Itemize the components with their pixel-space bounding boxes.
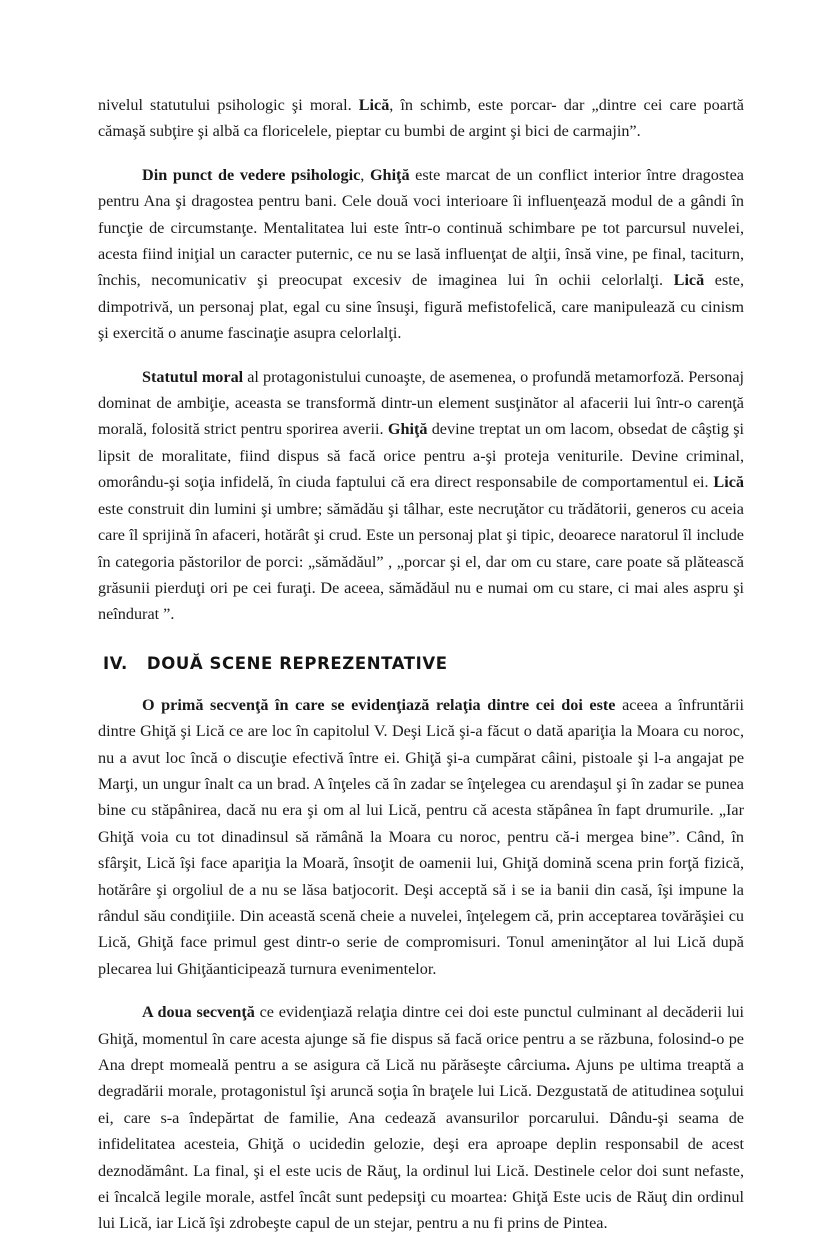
emphasis-text: Lică (358, 96, 390, 114)
emphasis-text: Ghiţă (387, 420, 428, 439)
emphasis-text: Ghiţă (369, 165, 410, 184)
paragraph-statutul-moral: Statutul moral al protagonistului cunoaşte, de asemenea, o profundă metamorfoză. Personaj dominat de ambiţie, aceasta se transformă dintr-un element susţinător al afacerii lui într-o carenţă morală, folosită strict pentru sporirea averii. Ghiţă devine treptat un om lacom, obsedat de câştig şi lipsit de moralitate, fiind dispus să facă orice pentru a-şi proteja veniturile. Devine criminal, omorându-şi soţia infidelă, în ciuda faptului că era direct responsabile de comportamentul ei. Lică este construit din lumini şi umbre; sămădău şi tâlhar, este necruţător cu trădătorii, generos cu aceia care îl sprijină în afaceri, hotărât şi crud. Este un personaj plat şi tipic, deoarece naratorul îl include în categoria păstorilor de porci: „sămădăul” , „porcar şi el, dar om cu stare, care poate să plătească grăsunii pierduţi ori pe cei furaţi. De aceea, sămădăul nu e numai om cu stare, ci mai ales aspru şi neîndurat ”. (98, 367, 745, 624)
section-heading-title: DOUĂ SCENE REPREZENTATIVE (146, 653, 448, 673)
emphasis-text: Lică (713, 473, 744, 492)
emphasis-text: Din punct de vedere psihologic (142, 165, 361, 184)
paragraph-psihologic: Din punct de vedere psihologic, Ghiţă este marcat de un conflict interior între dragostea pentru Ana şi dragostea pentru bani. Cele două voci interioare îi influenţează modul de a gândi în funcţie de circumstanţe. Mentalitatea lui este într-o continuă schimbare pe tot parcursul nuvelei, acesta fiind iniţial un caracter puternic, ce nu se lasă influenţat de alţii, însă vine, pe final, taciturn, închis, necomunicativ şi preocupat excesiv de imaginea lui în ochii celorlalţi. Lică este, dimpotrivă, un personaj plat, egal cu sine însuşi, figură mefistofelică, care manipulează cu cinism şi exercită o anume fascinaţie asupra celorlalţi. (98, 165, 744, 343)
paragraph-a-doua-secventa: A doua secvenţă ce evidenţiază relaţia dintre cei doi este punctul culminant al decăderii lui Ghiţă, momentul în care acesta ajunge să fie dispus să facă orice pentru a se răzbuna, folosind-o pe Ana drept momeală pentru a se asigura că Lică nu părăseşte cârciuma. Ajuns pe ultima treaptă a degradării morale, protagonistul îşi aruncă soţia în braţele lui Lică. Dezgustată de atitudinea soţului ei, care s-a îndepărtat de familie, Ana cedează avansurilor porcarului. Dându-şi seama de infidelitatea acesteia, Ghiţă o ucidedin gelozie, deşi era aproape deplin responsabil de acest deznodământ. La final, şi el este ucis de Răuţ, la ordinul lui Lică. Destinele celor doi sunt nefaste, ei încalcă legile morale, astfel încât sunt pedepsiţi cu moartea: Ghiţă Este ucis de Răuţ din ordinul lui Lică, iar Lică îşi zdrobeşte capul de un stejar, pentru a nu fi prins de Pintea. (98, 1003, 744, 1233)
emphasis-text: Statutul moral (142, 367, 244, 386)
emphasis-text: Lică (673, 271, 705, 290)
emphasis-text: A doua secvenţă (142, 1003, 255, 1022)
emphasis-text: O primă secvenţă în care se evidenţiază relaţia dintre cei doi este (142, 695, 616, 714)
document-text-body (98, 92, 744, 1237)
emphasis-text: . (566, 1056, 571, 1074)
section-heading-number: IV. (103, 653, 128, 673)
paragraph-prima-secventa: O primă secvenţă în care se evidenţiază relaţia dintre cei doi este aceea a înfruntării dintre Ghiţă şi Lică ce are loc în capitolul V. Deşi Lică şi-a făcut o dată apariţia la Moara cu noroc, nu a avut loc încă o discuţie efectivă între ei. Ghiţă şi-a cumpărat câini, pistoale şi l-a angajat pe Marţi, un ungur înalt ca un brad. A înţeles că în zadar se înţelegea cu arendaşul şi în zadar se punea bine cu stăpânirea, dacă nu era şi om al lui Lică, pentru că acesta stăpânea în fapt drumurile. „Iar Ghiţă voia cu tot dinadinsul să rămână la Moara cu noroc, pentru că-i mergea bine”. Când, în sfârşit, Lică îşi face apariţia la Moară, însoţit de oamenii lui, Ghiţă domină scena prin forţă fizică, hotărâre şi orgoliul de a nu se lăsa batjocorit. Deşi acceptă să i se ia banii din casă, îşi impune la rândul său condiţiile. Din această scenă cheie a nuvelei, înţelegem că, prin acceptarea tovărăşiei cu Lică, Ghiţă face primul gest dintr-o serie de compromisuri. Tonul ameninţător al lui Lică după plecarea lui Ghiţăanticipează turnura evenimentelor. (98, 695, 744, 978)
section-heading (103, 654, 744, 673)
paragraph-lica-portret: nivelul statutului psihologic şi moral. Lică, în schimb, este porcar- dar „dintre cei care poartă cămaşă subţire şi albă ca floricelele, pieptar cu bumbi de argint şi bici de carmajin”. (98, 96, 744, 141)
section-heading-gap (128, 654, 147, 673)
